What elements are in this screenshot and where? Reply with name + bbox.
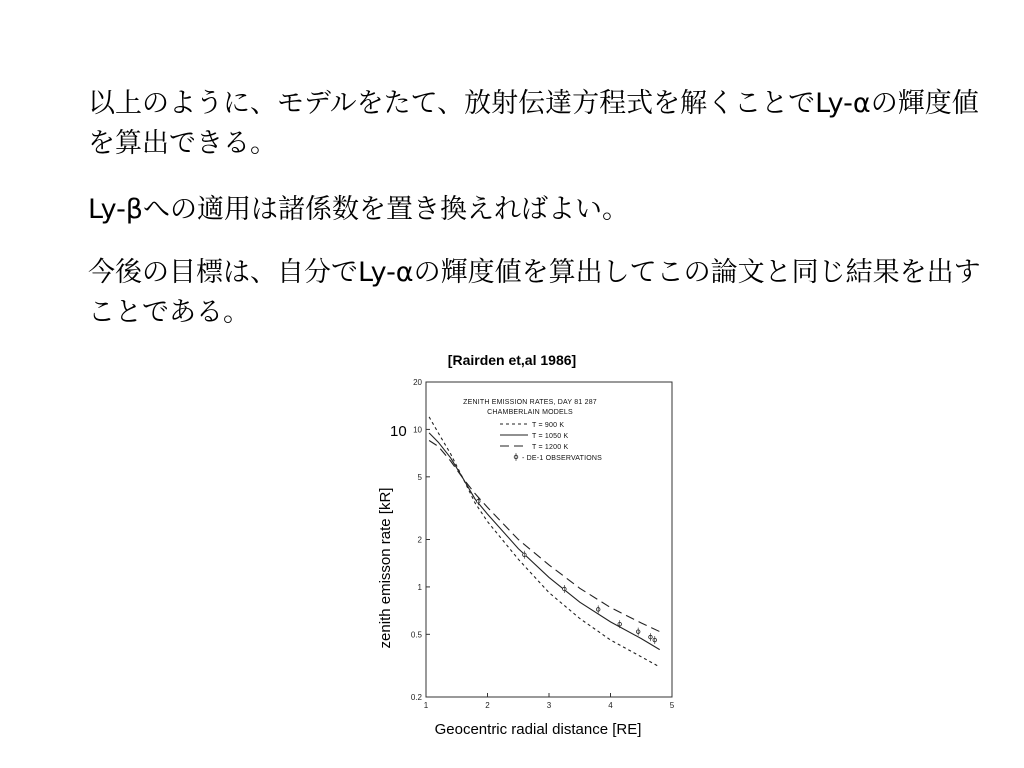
legend-label: T = 900 K	[532, 422, 565, 429]
x-axis-title: Geocentric radial distance [RE]	[434, 721, 642, 738]
legend-title: ZENITH EMISSION RATES, DAY 81 287	[463, 399, 597, 406]
paragraph-future-goal: 今後の目標は、自分でLy-αの輝度値を算出してこの論文と同じ結果を出すことである。	[88, 257, 981, 328]
y-tick-label: 5	[417, 472, 422, 482]
y-tick-label: 10	[413, 425, 422, 435]
x-tick-label: 4	[608, 701, 613, 710]
y-tick-label: 20	[413, 378, 422, 387]
y-axis-title: zenith emisson rate [kR]	[377, 487, 394, 649]
x-tick-label: 2	[485, 701, 490, 710]
x-tick-label: 5	[669, 701, 675, 710]
figure-citation: [Rairden et,al 1986]	[447, 352, 577, 368]
y-tick-label: 2	[417, 535, 422, 545]
legend-title: CHAMBERLAIN MODELS	[487, 409, 573, 416]
legend-label: T = 1200 K	[532, 444, 569, 451]
paragraph-ly-beta: Ly-βへの適用は諸係数を置き換えればよい。	[88, 194, 630, 225]
x-tick-label: 3	[546, 701, 552, 710]
y-tick-label: 0.5	[410, 630, 422, 640]
y-tick-label: 1	[417, 582, 422, 592]
legend-label: - DE-1 OBSERVATIONS	[522, 455, 603, 462]
y-tick-overlay-label: 10	[390, 423, 407, 440]
observation-points	[476, 497, 656, 644]
legend-label: T = 1050 K	[532, 433, 569, 440]
series-line	[429, 441, 660, 632]
x-tick-label: 1	[423, 701, 429, 710]
y-tick-label: 0.2	[410, 693, 422, 702]
plot-frame	[426, 382, 672, 697]
paragraph-model-method: 以上のように、モデルをたて、放射伝達方程式を解くことでLy-αの輝度値を算出できる。	[88, 88, 979, 159]
series-line	[429, 433, 660, 650]
emission-rate-chart	[360, 368, 700, 768]
legend	[463, 399, 602, 462]
